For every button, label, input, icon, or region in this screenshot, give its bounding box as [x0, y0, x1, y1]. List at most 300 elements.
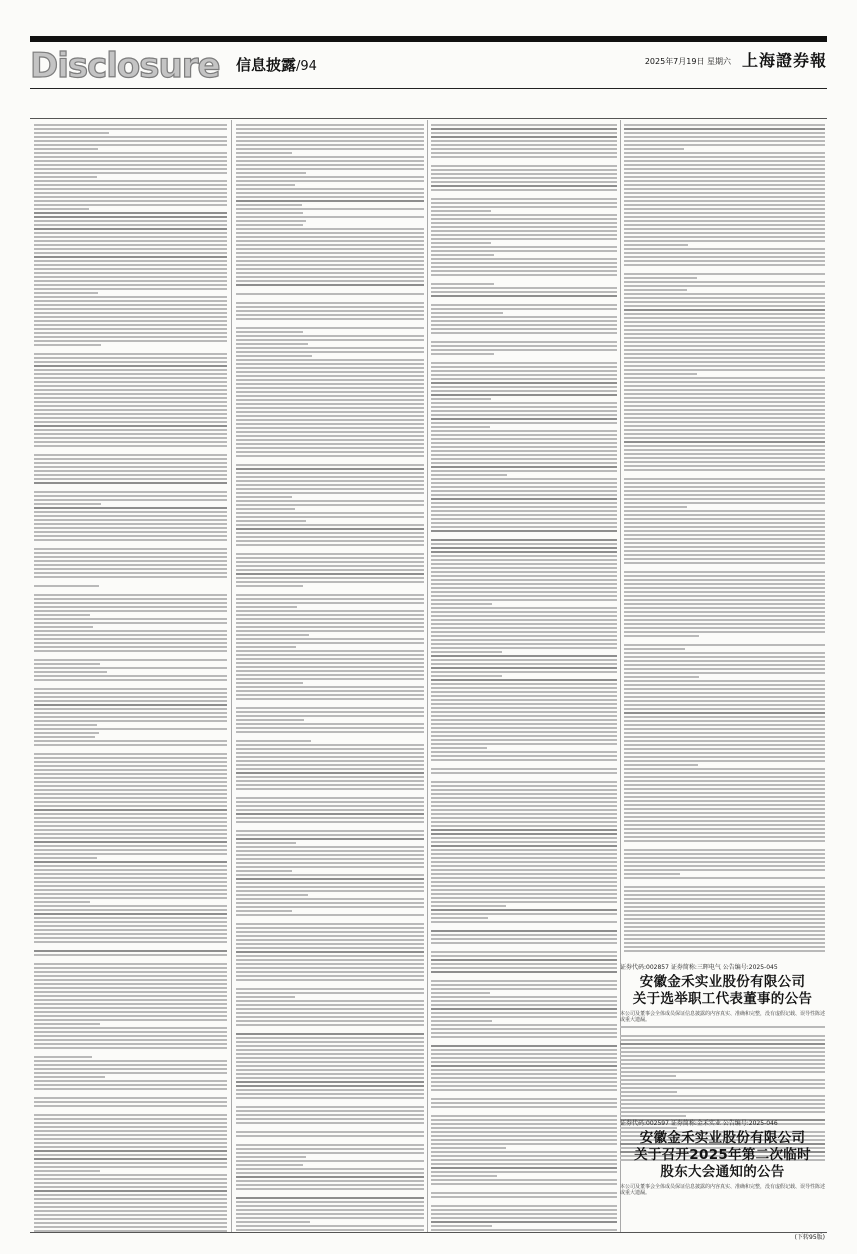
body-text-line: [236, 801, 424, 803]
body-text-line: [34, 1166, 227, 1168]
body-text-line: [624, 409, 825, 411]
body-text-line: [624, 784, 825, 786]
announcement-headline: 关于召开2025年第二次临时: [634, 1147, 811, 1163]
body-text-line: [236, 650, 424, 652]
body-text-line: [236, 939, 424, 941]
body-text-line: [431, 595, 617, 597]
body-text-line: [624, 764, 698, 766]
body-text-line: [34, 232, 227, 234]
body-text-line: [624, 172, 825, 174]
body-text-line: [624, 627, 825, 629]
body-text-line: [34, 1043, 227, 1045]
body-text-line: [624, 441, 825, 443]
body-text-line: [236, 367, 424, 369]
body-text-line: [624, 212, 825, 214]
body-text-line: [624, 740, 825, 742]
body-text-line: [236, 407, 424, 409]
body-text-line: [236, 955, 424, 957]
body-text-line: [431, 980, 617, 982]
body-text-line: [624, 184, 825, 186]
body-text-line: [624, 804, 825, 806]
body-text-line: [431, 905, 506, 907]
body-text-line: [236, 992, 424, 994]
body-text-line: [236, 1085, 424, 1087]
body-text-line: [34, 236, 227, 238]
body-text-line: [624, 656, 825, 658]
body-text-line: [624, 660, 825, 662]
body-text-line: [34, 881, 227, 883]
body-text-line: [236, 923, 424, 925]
body-text-line: [34, 369, 227, 371]
body-text-line: [624, 619, 825, 621]
body-text-line: [236, 858, 424, 860]
body-text-line: [34, 204, 227, 206]
body-text-line: [624, 148, 684, 150]
body-text-line: [431, 1024, 617, 1026]
body-text-line: [236, 996, 295, 998]
body-text-line: [624, 305, 825, 307]
body-text-line: [624, 886, 825, 888]
body-text-line: [34, 1134, 227, 1136]
body-text-line: [236, 1168, 424, 1170]
body-text-line: [624, 132, 825, 134]
body-text-line: [431, 124, 617, 126]
body-text-line: [624, 716, 825, 718]
body-text-line: [236, 447, 424, 449]
body-text-line: [236, 1069, 424, 1071]
body-text-line: [431, 971, 617, 973]
body-text-line: [34, 849, 227, 851]
body-text-line: [431, 1192, 617, 1194]
body-text-line: [236, 1135, 424, 1137]
body-text-line: [624, 648, 685, 650]
body-text-line: [34, 1080, 227, 1082]
body-text-line: [236, 581, 424, 583]
body-text-line: [34, 929, 227, 931]
body-text-line: [34, 264, 227, 266]
body-text-line: [431, 1106, 617, 1108]
body-text-line: [624, 264, 825, 266]
body-text-line: [34, 845, 227, 847]
body-text-line: [624, 644, 825, 646]
body-text-line: [34, 336, 227, 338]
body-text-line: [431, 234, 617, 236]
body-text-line: [34, 642, 227, 644]
body-text-line: [34, 470, 227, 472]
body-text-line: [236, 670, 424, 672]
body-text-line: [431, 1163, 617, 1165]
body-text-line: [236, 846, 424, 848]
body-text-line: [34, 284, 227, 286]
body-text-line: [624, 502, 825, 504]
body-text-line: [431, 655, 617, 657]
body-text-line: [34, 1105, 227, 1107]
body-text-line: [236, 540, 424, 542]
body-text-line: [34, 925, 227, 927]
body-text-line: [34, 744, 227, 746]
body-text-line: [34, 280, 227, 282]
body-text-line: [236, 1020, 424, 1022]
body-text-line: [34, 413, 227, 415]
body-text-line: [34, 594, 227, 596]
body-text-line: [236, 508, 295, 510]
body-text-line: [624, 583, 825, 585]
body-text-line: [431, 747, 487, 749]
body-text-line: [624, 922, 825, 924]
body-text-line: [236, 419, 424, 421]
body-text-line: [236, 204, 302, 206]
body-text-line: [624, 220, 825, 222]
body-text-line: [34, 801, 227, 803]
body-text-line: [624, 542, 825, 544]
body-text-line: [34, 458, 227, 460]
body-text-line: [34, 712, 227, 714]
body-text-line: [236, 310, 424, 312]
body-text-line: [236, 698, 424, 700]
body-text-line: [236, 403, 424, 405]
body-text-line: [431, 913, 617, 915]
body-text-line: [624, 365, 825, 367]
body-text-line: [236, 878, 424, 880]
body-text-line: [34, 679, 227, 681]
body-text-line: [431, 1057, 617, 1059]
body-text-line: [34, 527, 227, 529]
body-text-line: [34, 889, 227, 891]
body-text-line: [34, 136, 227, 138]
body-text-line: [431, 955, 617, 957]
body-text-line: [431, 144, 617, 146]
body-text-line: [34, 568, 227, 570]
body-text-line: [236, 776, 424, 778]
body-text-line: [236, 1037, 424, 1039]
body-text-line: [431, 797, 617, 799]
body-text-line: [431, 526, 617, 528]
body-text-line: [236, 306, 424, 308]
body-text-line: [34, 220, 227, 222]
body-text-line: [34, 454, 227, 456]
body-text-line: [431, 434, 617, 436]
body-text-line: [431, 304, 617, 306]
body-text-line: [236, 707, 424, 709]
body-text-line: [624, 800, 825, 802]
body-text-line: [34, 377, 227, 379]
body-text-line: [236, 212, 303, 214]
body-text-line: [34, 539, 227, 541]
body-text-line: [236, 224, 303, 226]
body-text-line: [34, 474, 227, 476]
body-text-line: [431, 1229, 617, 1231]
body-text-line: [624, 297, 825, 299]
body-text-line: [34, 1019, 227, 1021]
body-text-line: [620, 1026, 825, 1028]
body-text-line: [624, 224, 825, 226]
body-text-line: [624, 457, 825, 459]
body-text-line: [431, 185, 617, 187]
body-text-line: [236, 756, 424, 758]
body-text-line: [34, 1174, 227, 1176]
body-text-line: [236, 544, 424, 546]
body-text-line: [624, 824, 825, 826]
body-text-line: [624, 216, 825, 218]
body-text-line: [431, 258, 617, 260]
body-text-line: [34, 740, 227, 742]
body-text-line: [34, 421, 227, 423]
body-text-line: [34, 519, 227, 521]
body-text-line: [236, 415, 424, 417]
body-text-line: [620, 1075, 676, 1077]
body-text-line: [236, 1073, 424, 1075]
body-text-line: [34, 1031, 227, 1033]
body-text-line: [34, 381, 227, 383]
body-text-line: [34, 781, 227, 783]
body-text-line: [236, 343, 308, 345]
body-text-line: [431, 743, 617, 745]
body-text-line: [624, 546, 825, 548]
body-text-line: [236, 854, 424, 856]
body-text-line: [236, 850, 424, 852]
body-text-line: [624, 361, 825, 363]
body-text-line: [431, 270, 617, 272]
body-text-line: [624, 506, 687, 508]
body-text-line: [236, 1197, 424, 1199]
body-text-line: [34, 320, 227, 322]
body-text-line: [431, 238, 617, 240]
body-text-line: [34, 833, 227, 835]
body-text-line: [624, 760, 825, 762]
body-text-line: [624, 877, 825, 879]
body-text-line: [624, 486, 825, 488]
body-text-line: [624, 236, 825, 238]
body-text-line: [34, 208, 89, 210]
body-text-line: [620, 1055, 825, 1057]
body-text-line: [236, 646, 296, 648]
body-text-line: [34, 650, 227, 652]
body-text-line: [431, 353, 494, 355]
body-text-line: [431, 611, 617, 613]
body-text-line: [624, 200, 825, 202]
company-name: 安徽金禾实业股份有限公司: [639, 974, 806, 990]
body-text-line: [431, 1159, 617, 1161]
body-text-line: [34, 304, 227, 306]
body-text-line: [34, 268, 227, 270]
body-text-line: [34, 941, 227, 943]
body-text-line: [34, 1142, 227, 1144]
body-text-line: [34, 572, 227, 574]
body-text-line: [34, 732, 99, 734]
body-text-line: [34, 300, 227, 302]
body-text-line: [236, 347, 424, 349]
body-text-line: [34, 1210, 227, 1212]
body-text-line: [236, 630, 424, 632]
body-text-line: [236, 719, 304, 721]
body-text-line: [620, 1071, 825, 1073]
body-text-line: [236, 528, 424, 530]
body-text-line: [236, 1229, 424, 1231]
body-text-line: [236, 752, 424, 754]
body-text-line: [236, 339, 424, 341]
body-text-line: [431, 136, 617, 138]
body-text-line: [431, 735, 617, 737]
body-text-line: [34, 328, 227, 330]
body-text-line: [624, 393, 825, 395]
body-text-line: [431, 555, 617, 557]
body-text-line: [431, 254, 494, 256]
body-text-line: [624, 938, 825, 940]
body-text-line: [431, 1012, 617, 1014]
body-text-line: [34, 1130, 227, 1132]
body-text-line: [236, 383, 424, 385]
body-text-line: [431, 1081, 617, 1083]
body-text-line: [624, 704, 825, 706]
body-text-line: [34, 1158, 227, 1160]
body-text-line: [34, 692, 227, 694]
body-text-line: [34, 829, 227, 831]
body-text-line: [236, 439, 424, 441]
body-text-line: [620, 1039, 825, 1041]
body-text-line: [624, 401, 825, 403]
body-text-line: [34, 503, 101, 505]
text-column-2: [236, 124, 424, 1232]
body-text-line: [236, 967, 424, 969]
body-text-line: [236, 943, 424, 945]
body-text-line: [236, 196, 424, 198]
body-text-line: [431, 1016, 617, 1018]
body-text-line: [431, 312, 503, 314]
body-text-line: [624, 865, 825, 867]
body-text-line: [34, 1162, 227, 1164]
body-text-line: [624, 176, 825, 178]
body-text-line: [34, 292, 98, 294]
body-text-line: [431, 575, 617, 577]
body-text-line: [431, 1175, 497, 1177]
body-text-line: [236, 971, 424, 973]
body-text-line: [34, 1064, 227, 1066]
body-text-line: [236, 666, 424, 668]
body-text-line: [431, 889, 617, 891]
body-text-line: [236, 731, 424, 733]
body-text-line: [34, 975, 227, 977]
body-text-line: [431, 1036, 617, 1038]
body-text-line: [431, 579, 617, 581]
body-text-line: [431, 1049, 617, 1051]
body-text-line: [431, 768, 617, 770]
body-text-line: [431, 486, 617, 488]
body-text-line: [431, 897, 617, 899]
body-text-line: [236, 532, 424, 534]
body-text-line: [431, 1077, 617, 1079]
body-text-line: [431, 821, 617, 823]
body-text-line: [431, 458, 617, 460]
body-text-line: [431, 530, 617, 532]
body-text-line: [624, 168, 825, 170]
body-text-line: [34, 188, 227, 190]
body-text-line: [236, 180, 424, 182]
body-text-line: [431, 382, 617, 384]
body-text-line: [431, 805, 617, 807]
body-text-line: [236, 788, 424, 790]
body-text-line: [624, 353, 825, 355]
body-text-line: [431, 857, 617, 859]
body-text-line: [34, 1202, 227, 1204]
body-text-line: [431, 446, 617, 448]
body-text-line: [624, 381, 825, 383]
body-text-line: [236, 355, 312, 357]
body-text-line: [236, 244, 424, 246]
body-text-line: [34, 192, 227, 194]
body-text-line: [431, 462, 617, 464]
body-text-line: [431, 470, 617, 472]
body-text-line: [431, 623, 617, 625]
body-text-line: [34, 228, 227, 230]
body-text-line: [34, 667, 227, 669]
body-text-line: [624, 204, 825, 206]
body-text-line: [624, 144, 825, 146]
body-text-line: [236, 805, 424, 807]
body-text-line: [34, 963, 227, 965]
body-text-line: [236, 144, 424, 146]
body-text-line: [236, 662, 424, 664]
body-text-line: [236, 520, 306, 522]
body-text-line: [431, 755, 617, 757]
body-text-line: [236, 569, 424, 571]
text-column-4: [624, 124, 825, 952]
body-text-line: [34, 634, 227, 636]
body-text-line: [431, 362, 617, 364]
body-text-line: [431, 422, 617, 424]
body-text-line: [34, 991, 227, 993]
body-text-line: [624, 728, 825, 730]
body-text-line: [431, 893, 617, 895]
body-text-line: [624, 869, 825, 871]
body-text-line: [236, 744, 424, 746]
body-text-line: [431, 210, 491, 212]
body-text-line: [620, 1067, 825, 1069]
body-text-line: [236, 626, 424, 628]
body-text-line: [624, 397, 825, 399]
body-text-line: [431, 246, 617, 248]
body-text-line: [34, 817, 227, 819]
body-text-line: [431, 287, 617, 289]
body-text-line: [624, 449, 825, 451]
body-text-line: [236, 1045, 424, 1047]
body-text-line: [431, 675, 502, 677]
body-text-line: [34, 841, 227, 843]
body-text-line: [236, 979, 424, 981]
body-text-line: [34, 897, 227, 899]
body-text-line: [34, 1097, 227, 1099]
body-text-line: [624, 942, 825, 944]
body-text-line: [236, 866, 424, 868]
body-text-line: [236, 797, 424, 799]
body-text-line: [34, 602, 227, 604]
body-text-line: [624, 720, 825, 722]
body-text-line: [34, 401, 227, 403]
body-text-line: [236, 557, 424, 559]
body-text-line: [236, 496, 292, 498]
body-text-line: [624, 836, 825, 838]
body-text-line: [34, 361, 227, 363]
body-text-line: [624, 490, 825, 492]
body-text-line: [431, 1098, 617, 1100]
body-text-line: [624, 433, 825, 435]
body-text-line: [431, 152, 617, 154]
body-text-line: [431, 885, 617, 887]
body-text-line: [431, 719, 617, 721]
body-text-line: [34, 646, 227, 648]
stock-code-line: 证券代码:002857 证券简称:三晖电气 公告编号:2025-045: [620, 964, 778, 971]
body-text-line: [34, 216, 227, 218]
body-text-line: [431, 707, 617, 709]
